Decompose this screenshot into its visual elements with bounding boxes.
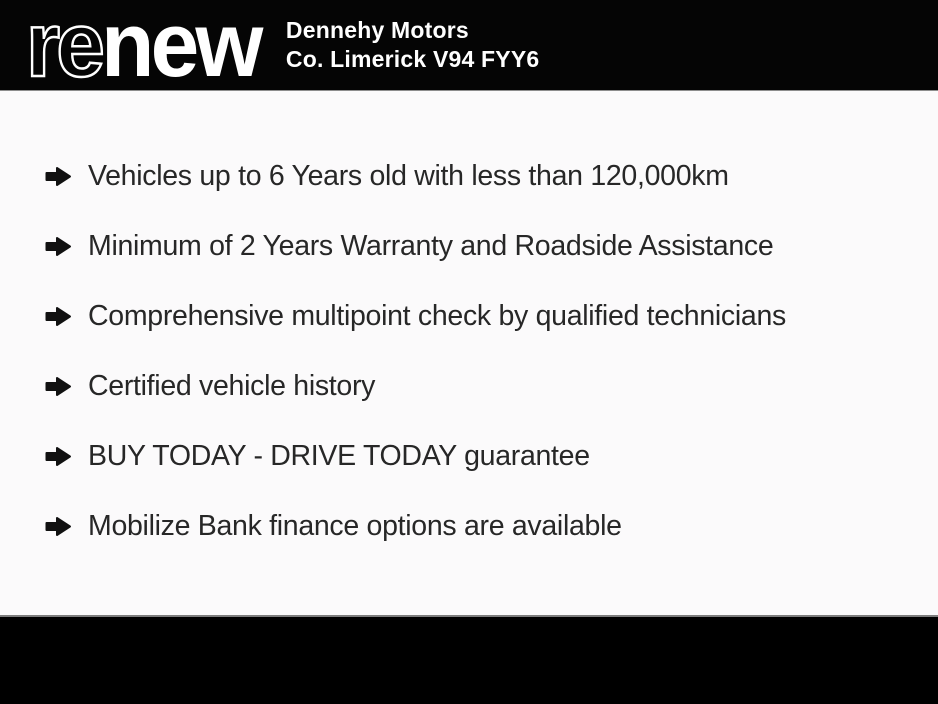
arrow-right-icon (45, 375, 72, 398)
benefit-item (45, 491, 918, 561)
benefit-label: Comprehensive multipoint check by qualified technicians (88, 299, 786, 332)
arrow-right-icon (45, 235, 72, 258)
footer-bar (0, 615, 938, 704)
benefits-section (0, 91, 938, 615)
arrow-right-icon (45, 305, 72, 328)
benefit-item (45, 141, 918, 211)
arrow-right-icon (45, 445, 72, 468)
benefit-item (45, 281, 918, 351)
benefit-label: Minimum of 2 Years Warranty and Roadside Assistance (88, 229, 774, 262)
benefit-item (45, 351, 918, 421)
dealer-name: Dennehy Motors (285, 17, 469, 43)
dealer-address: Co. Limerick V94 FYY6 (285, 46, 540, 72)
renew-logo (26, 0, 260, 91)
benefit-item (45, 211, 918, 281)
dealer-info (286, 16, 539, 74)
header-bar (0, 0, 938, 91)
benefit-label: BUY TODAY - DRIVE TODAY guarantee (88, 439, 590, 472)
benefit-label: Vehicles up to 6 Years old with less than 120,000km (88, 159, 729, 192)
benefit-item (45, 421, 918, 491)
benefit-label: Certified vehicle history (88, 369, 376, 402)
logo-new-solid: new (101, 0, 260, 91)
logo-re-outline: re (26, 0, 102, 91)
arrow-right-icon (45, 515, 72, 538)
benefits-list (45, 141, 918, 561)
benefit-label: Mobilize Bank finance options are available (88, 509, 622, 542)
arrow-right-icon (45, 165, 72, 188)
